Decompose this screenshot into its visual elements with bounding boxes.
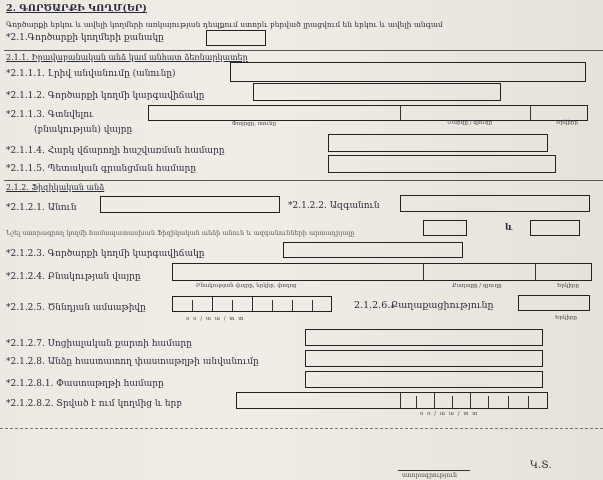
residence-label: *2.1.2.4. Բնակության վայրը xyxy=(6,272,141,282)
divider xyxy=(434,393,435,408)
residence-sub-region: Քաղաքը / գյուղը xyxy=(452,283,502,289)
social-card-label: *2.1.2.7. Սոցիալական քարտի համարը xyxy=(6,339,192,349)
document-number-field[interactable] xyxy=(305,371,543,388)
id-document-field[interactable] xyxy=(305,350,543,367)
signatory-field-2[interactable] xyxy=(530,220,580,236)
legal-reg-number-label: *2.1.1.5. Պետական գրանցման համարը xyxy=(6,164,197,174)
legal-status-field[interactable] xyxy=(253,83,501,101)
divider xyxy=(292,300,293,311)
parties-count-field[interactable] xyxy=(206,30,266,46)
signatory-field-1[interactable] xyxy=(423,220,467,236)
legal-reg-number-field[interactable] xyxy=(328,155,556,173)
legal-full-name-label: *2.1.1.1. Լրիվ անվանումը (անունը) xyxy=(6,69,176,79)
divider xyxy=(192,300,193,311)
divider xyxy=(212,297,213,311)
legal-full-name-field[interactable] xyxy=(230,62,586,82)
divider xyxy=(423,264,424,280)
divider xyxy=(488,396,489,408)
signature-label: ստորագրություն xyxy=(402,472,457,479)
first-name-label: *2.1.2.1. Անուն xyxy=(6,203,77,213)
physical-heading: 2.1.2. Ֆիզիկական անձ xyxy=(6,183,105,192)
page-separator xyxy=(0,428,603,429)
divider xyxy=(470,393,471,408)
divider xyxy=(232,300,233,311)
legal-address-field[interactable] xyxy=(148,105,588,121)
legal-tin-field[interactable] xyxy=(328,134,548,152)
divider xyxy=(452,396,453,408)
residence-sub-country: Բնակության վայրը, երկիր, փողոց xyxy=(196,283,297,289)
legal-address-sub-region: Մարզը / գյուղը xyxy=(447,120,493,126)
citizenship-sub: Երկիրը xyxy=(555,315,577,321)
legal-tin-label: *2.1.1.4. Հարկ վճարողի հաշվառման համարը xyxy=(6,146,225,156)
residence-sub-street: Երկիրը xyxy=(557,283,579,289)
divider xyxy=(252,297,253,311)
physical-status-field[interactable] xyxy=(283,242,463,258)
and-conjunction: և xyxy=(505,223,513,233)
section-title: 2. ԳՈՐԾԱՐՔԻ ԿՈՂՄ(ԵՐ) xyxy=(6,3,147,14)
birth-date-label: *2.1.2.5. Ծննդյան ամսաթիվը xyxy=(6,303,146,313)
issued-by-label: *2.1.2.8.2. Տրված է ում կողմից և երբ xyxy=(6,399,182,409)
parties-count-label: *2.1.Գործարքի կողմերի քանակը xyxy=(6,33,164,43)
id-document-label: *2.1.2.8. Անձը հաստատող փաստաթղթի անվանումը xyxy=(6,357,259,367)
divider xyxy=(508,396,509,408)
divider xyxy=(4,50,603,51)
legal-address-sub-street: Փողոցը, տունը xyxy=(232,121,277,127)
citizenship-field[interactable] xyxy=(518,295,590,311)
divider xyxy=(528,396,529,408)
birth-date-sub: օ օ / ա ա / տ տ xyxy=(186,316,245,322)
legal-status-label: *2.1.1.2. Գործարքի կողմի կարգավիճակը xyxy=(6,91,205,101)
signature-line xyxy=(398,470,470,471)
document-number-label: *2.1.2.8.1. Փաստաթղթի համարը xyxy=(6,379,164,389)
divider xyxy=(416,396,417,408)
divider xyxy=(400,106,401,120)
first-name-field[interactable] xyxy=(100,196,280,213)
section-intro: Գործարքի երկու և ավելի կողմերի առկայության դեպքում ստորև բերված լրացվում են երկու և ավելի անգամ xyxy=(6,20,443,29)
legal-address-label-2: (բնակության) վայրը xyxy=(34,125,133,135)
physical-status-label: *2.1.2.3. Գործարքի կողմի կարգավիճակը xyxy=(6,249,205,259)
divider xyxy=(4,180,603,181)
legal-heading: 2.1.1. Իրավաբանական անձ կամ անհատ ձեռնարկատեր xyxy=(6,53,248,62)
divider xyxy=(535,264,536,280)
signatory-note: Նշել ստորագրող կողմի համապատասխան Ֆիզիկական անձի անուն և ազգանունների արտադրյալը xyxy=(6,229,355,237)
last-name-field[interactable] xyxy=(400,195,590,212)
divider xyxy=(530,106,531,120)
residence-field[interactable] xyxy=(172,263,592,281)
issued-date-sub: օ օ / ա ա / տ տ xyxy=(420,411,479,417)
social-card-field[interactable] xyxy=(305,329,543,346)
citizenship-label: 2.1.2.6.Քաղաքացիությունը xyxy=(354,300,494,311)
divider xyxy=(312,300,313,311)
stamp-label: Կ.Տ. xyxy=(530,460,552,471)
legal-address-label-1: *2.1.1.3. Գտնվելու xyxy=(6,110,94,120)
legal-address-sub-country: Երկիրը xyxy=(556,120,578,126)
last-name-label: *2.1.2.2. Ազգանուն xyxy=(288,201,380,211)
issued-by-field[interactable] xyxy=(236,392,548,409)
divider xyxy=(400,393,401,408)
divider xyxy=(272,300,273,311)
